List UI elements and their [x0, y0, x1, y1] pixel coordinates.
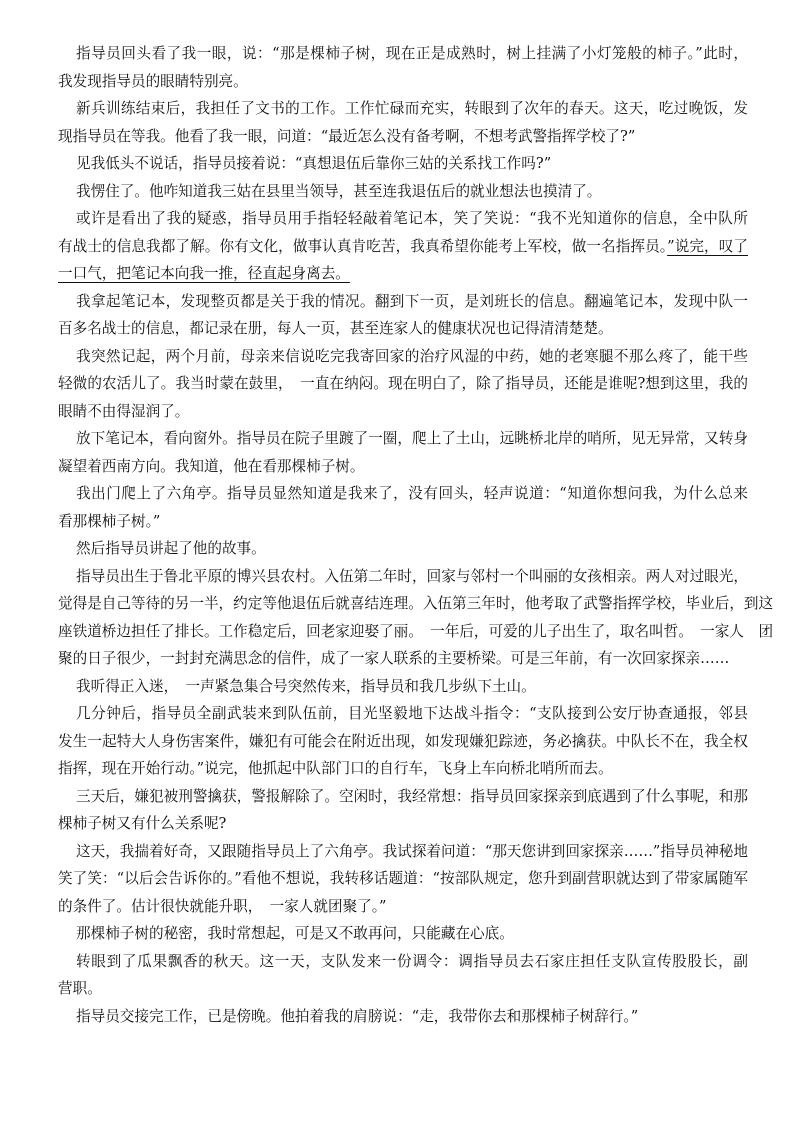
text-line	[58, 398, 748, 426]
line-text: 有战士的信息我都了解。你有文化，做事认真肯吃苦，我真希望你能考上军校，做一名指挥员。	[58, 237, 668, 255]
text-line	[58, 370, 748, 398]
paragraph	[58, 480, 748, 535]
text-line	[58, 975, 748, 1003]
text-line	[58, 315, 748, 343]
line-text: 我愣住了。他咋知道我三姑在县里当领导，甚至连我退伍后的就业想法也摸清了。	[76, 182, 602, 200]
text-line	[58, 535, 748, 563]
paragraph	[58, 563, 774, 673]
line-text: 这天，我揣着好奇，又跟随指导员上了六角亭。我试探着问道：“那天您讲到回家探亲……”指导员神秘地	[76, 842, 748, 860]
paragraph	[58, 948, 748, 1003]
text-line	[58, 920, 748, 948]
text-line	[58, 288, 748, 316]
line-text: 我出门爬上了六角亭。指导员显然知道是我来了，没有回头，轻声说道：“知道你想问我，为什么总来	[76, 485, 748, 502]
text-line	[58, 563, 748, 591]
paragraph	[58, 150, 748, 178]
text-line	[58, 1003, 748, 1031]
text-line	[58, 838, 748, 866]
paragraph	[58, 783, 748, 838]
line-text: 几分钟后，指导员全副武装来到队伍前，目光坚毅地下达战斗指令：“支队接到公安厅协查通报，邻县	[76, 705, 748, 722]
paragraph	[58, 425, 748, 480]
text-line	[58, 260, 748, 288]
text-line	[58, 453, 748, 481]
line-text: 新兵训练结束后，我担任了文书的工作。工作忙碌而充实，转眼到了次年的春天。这天，吃过晚饭，发	[76, 100, 748, 117]
text-line	[58, 948, 748, 976]
line-text: 座铁道桥边担任了排长。工作稳定后，回老家迎娶了丽。 一年后，可爱的儿子出生了，取名叫哲。 一家人 团	[58, 622, 774, 640]
line-text: 转眼到了瓜果飘香的秋天。这一天，支队发来一份调令：调指导员去石家庄担任支队宣传股股长，副	[76, 952, 748, 970]
text-line	[58, 700, 748, 728]
text-line	[58, 865, 748, 893]
text-line	[58, 810, 748, 838]
line-text: 我听得正入迷， 一声紧急集合号突然传来，指导员和我几步纵下土山。	[76, 677, 536, 695]
text-line	[58, 673, 748, 701]
line-text: 放下笔记本，看向窗外。指导员在院子里踱了一圈，爬上了土山，远眺桥北岸的哨所，见无异常，又转身	[76, 430, 748, 447]
line-text: 现指导员在等我。他看了我一眼，问道：“最近怎么没有备考啊，不想考武警指挥学校了?”	[58, 127, 636, 145]
paragraph	[58, 343, 748, 426]
line-text: 我拿起笔记本，发现整页都是关于我的情况。翻到下一页，是刘班长的信息。翻遍笔记本，发现中队一	[76, 292, 748, 310]
line-text: 笑了笑：“以后会告诉你的。”看他不想说，我转移话题道：“按部队规定，您升到副营职就达到了带家属随军	[58, 870, 748, 887]
text-line	[58, 233, 748, 261]
paragraph	[58, 40, 748, 95]
text-line	[58, 343, 748, 371]
line-text: 眼睛不由得湿润了。	[58, 402, 190, 420]
text-line	[58, 123, 748, 151]
line-text: 或许是看出了我的疑惑，指导员用手指轻轻敲着笔记本，笑了笑说：“我不光知道你的信息，全中队所	[76, 210, 748, 227]
line-text: 指导员出生于鲁北平原的博兴县农村。入伍第二年时，回家与邻村一个叫丽的女孩相亲。两人对过眼光，	[76, 567, 748, 585]
underlined-text: 一口气，把笔记本向我一推，径直起身离去。	[58, 265, 350, 282]
paragraph	[58, 178, 748, 206]
paragraph	[58, 535, 748, 563]
text-line	[58, 150, 748, 178]
line-text: 聚的日子很少，一封封充满思念的信件，成了一家人联系的主要桥梁。可是三年前，有一次回家探亲……	[58, 650, 730, 667]
paragraph	[58, 205, 748, 288]
line-text: 棵柿子树又有什么关系呢?	[58, 815, 227, 832]
line-text: 见我低头不说话，指导员接着说：“真想退伍后靠你三姑的关系找工作吗?”	[76, 155, 552, 172]
paragraph	[58, 700, 748, 783]
line-text: 发生一起特大人身伤害案件，嫌犯有可能会在附近出现，如发现嫌犯踪迹，务必擒获。中队长不在，我全权	[58, 732, 748, 750]
text-line	[58, 755, 748, 783]
text-line	[58, 728, 748, 756]
line-text: 营职。	[58, 980, 102, 997]
text-line	[58, 590, 774, 618]
text-line	[58, 40, 748, 68]
underlined-text: ”说完，叹了	[667, 237, 748, 255]
text-line	[58, 425, 748, 453]
text-line	[58, 178, 748, 206]
line-text: 我发现指导员的眼睛特别亮。	[58, 72, 248, 90]
line-text: 看那棵柿子树。”	[58, 512, 161, 530]
paragraph	[58, 288, 748, 343]
line-text: 指挥，现在开始行动。”说完，他抓起中队部门口的自行车，飞身上车向桥北哨所而去。	[58, 760, 613, 777]
line-text: 三天后，嫌犯被刑警擒获，警报解除了。空闲时，我经常想：指导员回家探亲到底遇到了什么事呢，和那	[76, 787, 748, 805]
line-text: 觉得是自己等待的另一半，约定等他退伍后就喜结连理。入伍第三年时，他考取了武警指挥学校，毕业后，到这	[58, 595, 774, 612]
text-line	[58, 618, 774, 646]
line-text: 指导员交接完工作，已是傍晚。他拍着我的肩膀说：“走，我带你去和那棵柿子树辞行。”	[76, 1007, 639, 1025]
line-text: 百多名战士的信息，都记录在册，每人一页，甚至连家人的健康状况也记得清清楚楚。	[58, 320, 613, 337]
text-line	[58, 508, 748, 536]
text-line	[58, 205, 748, 233]
line-text: 那棵柿子树的秘密，我时常想起，可是又不敢再问，只能藏在心底。	[76, 925, 514, 942]
text-line	[58, 68, 748, 96]
paragraph	[58, 673, 748, 701]
paragraph	[58, 1003, 748, 1031]
paragraph	[58, 95, 748, 150]
text-line	[58, 893, 748, 921]
line-text: 轻微的农活儿了。我当时蒙在鼓里， 一直在纳闷。现在明白了，除了指导员，还能是谁呢?想到这里，我的	[58, 375, 748, 392]
paragraph	[58, 838, 748, 921]
line-text: 凝望着西南方向。我知道，他在看那棵柿子树。	[58, 457, 365, 475]
paragraph	[58, 920, 748, 948]
text-line	[58, 480, 748, 508]
document-body	[58, 40, 774, 1030]
line-text: 我突然记起，两个月前，母亲来信说吃完我寄回家的治疗风湿的中药，她的老寒腿不那么疼了，能干些	[76, 347, 748, 365]
line-text: 的条件了。估计很快就能升职， 一家人就团聚了。”	[58, 897, 387, 915]
line-text: 然后指导员讲起了他的故事。	[76, 540, 266, 557]
text-line	[58, 783, 748, 811]
text-line	[58, 645, 748, 673]
line-text: 指导员回头看了我一眼，说：“那是棵柿子树，现在正是成熟时，树上挂满了小灯笼般的柿子。”此时，	[76, 45, 748, 62]
text-line	[58, 95, 748, 123]
